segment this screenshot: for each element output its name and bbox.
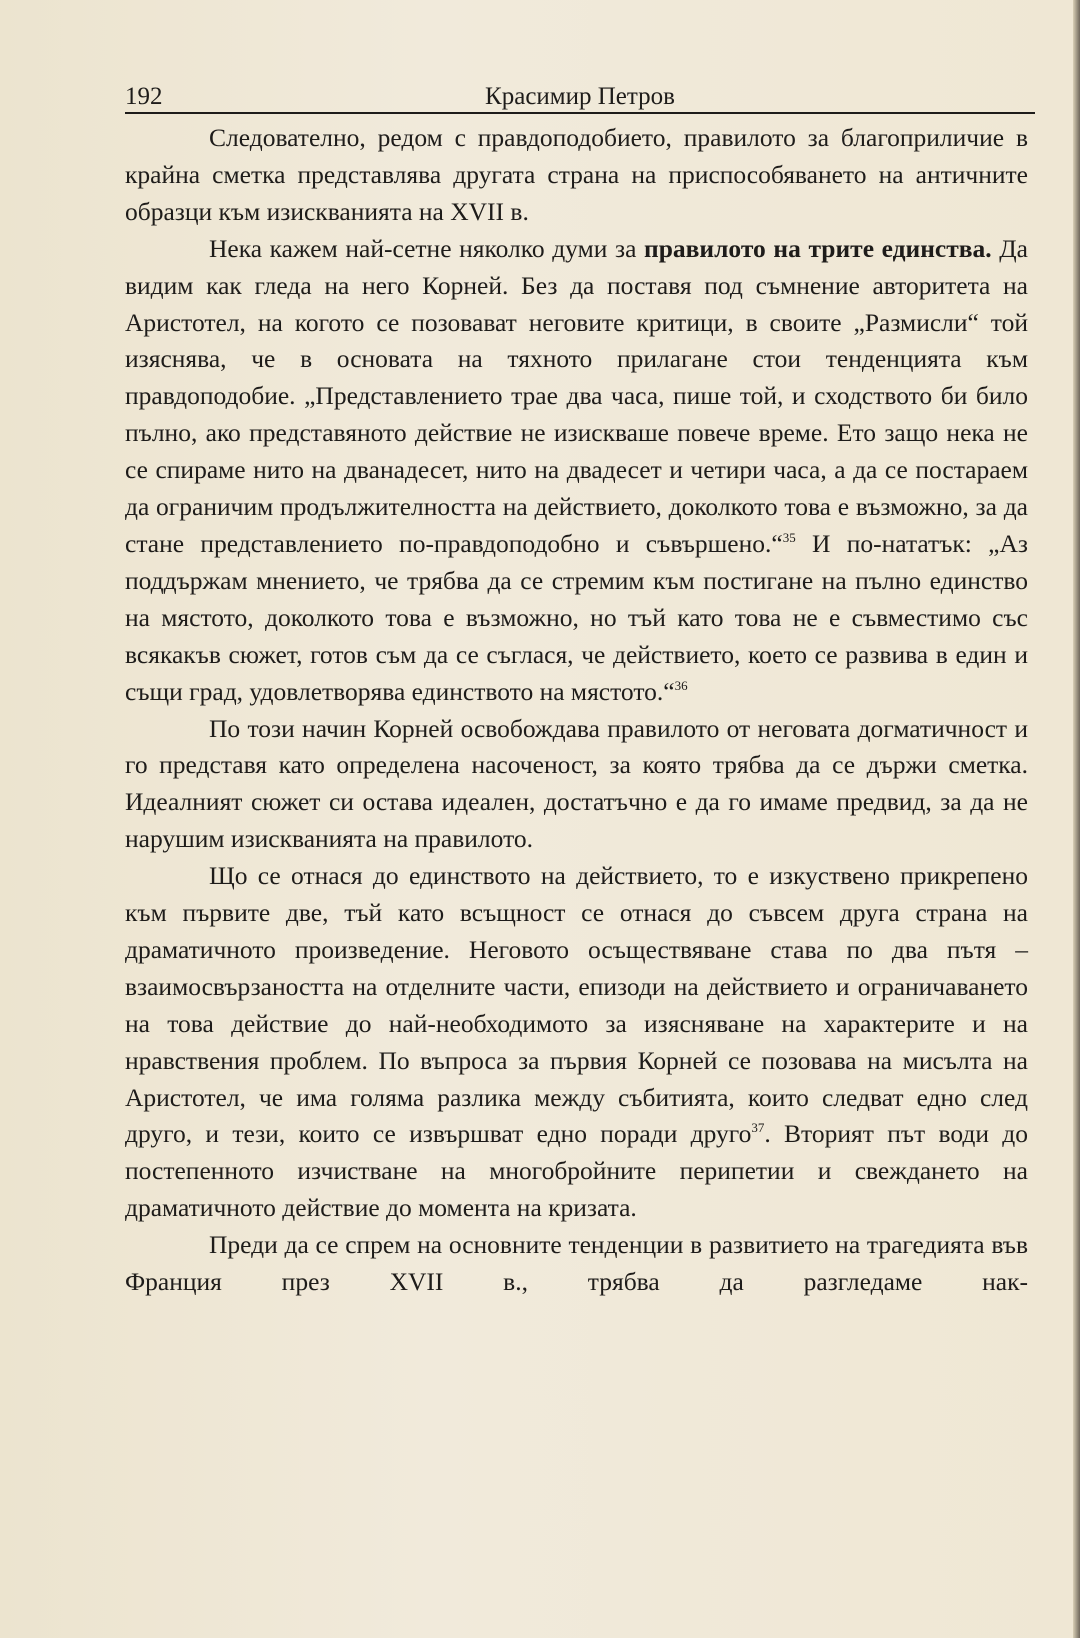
footnote-ref: 37 (751, 1120, 765, 1136)
footnote-ref: 36 (674, 677, 688, 693)
page-header (125, 82, 1035, 114)
body-text (125, 120, 1028, 1301)
text-run: Нека кажем най-сетне няколко думи за (209, 233, 645, 263)
footnote-ref: 35 (782, 529, 796, 545)
running-head: Красимир Петров (485, 83, 675, 110)
text-run: Преди да се спрем на основните тенденции в развитието на трагедията във Франция през XVII в., трябва да разгледаме нак- (125, 1230, 1028, 1297)
page-edge-shadow (1073, 0, 1080, 1638)
paragraph (125, 1227, 1028, 1301)
paragraph (125, 711, 1028, 859)
text-run: По този начин Корней освобождава правилото от неговата догматичност и го представя като определена насоченост, за която трябва да се държи сметка. Идеалният сюжет си остава идеален, достатъчно е да го имаме предвид, за да не нарушим изискванията на правилото. (125, 713, 1028, 854)
paragraph (125, 858, 1028, 1227)
text-run: И по-нататък: „Аз поддържам мнението, че трябва да се стремим към постигане на пълно единство на мястото, доколкото това е възможно, но тъй като това не е съвместимо със всякакъв сюжет, готов съм да се съглася, че действието, което се развива в един и същи град, удовлетворява единството на мястото.“ (125, 528, 1028, 706)
page-number: 192 (125, 83, 163, 110)
text-run: Да видим как гледа на него Корней. Без да поставя под съмнение авторитета на Аристотел, на когото се позовават неговите критици, в своите „Размисли“ той изяснява, че в основата на тяхното прилагане стои тенденцията към правдоподобие. „Представлението трае два часа, пише той, и сходството би било пълно, ако представяното действие не изискваше повече време. Ето защо нека не се спираме нито на дванадесет, нито на двадесет и четири часа, а да се постараем да ограничим продължителността на действието, доколкото това е възможно, за да стане представлението по-правдоподобно и съвършено.“ (125, 233, 1028, 558)
bold-term: правилото на трите единства. (644, 233, 992, 263)
text-run: Що се отнася до единството на действието, то е изкуствено прикрепено към първите две, тъй като всъщност се отнася до съвсем друга страна на драматичното произведение. Неговото осъществяване става по два пътя – взаимосвързаността на отделните части, епизоди на действието и ограничаването на това действие до най-необходимото за изясняване на характерите и на нравствения проблем. По въпроса за първия Корней се позовава на мисълта на Аристотел, че има голяма разлика между събитията, които следват едно след друго, и тези, които се извършват едно поради друго (125, 861, 1028, 1149)
paragraph (125, 231, 1028, 711)
text-run: Следователно, редом с правдоподобието, правилото за благоприличие в крайна сметка представлява другата страна на приспособяването на античните образци към изискванията на XVII в. (125, 123, 1028, 226)
paragraph (125, 120, 1028, 231)
text-run: . Вторият път води до постепенното изчистване на многобройните перипетии и свеждането на драматичното действие до момента на кризата. (125, 1119, 1028, 1223)
